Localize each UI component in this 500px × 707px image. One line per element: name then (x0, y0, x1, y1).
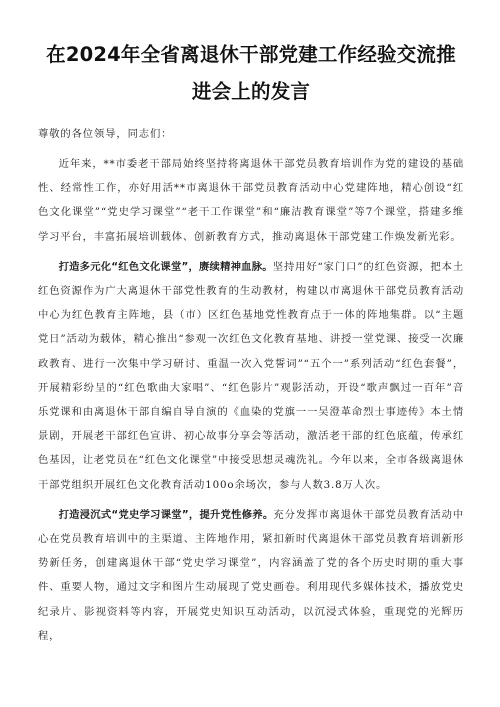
paragraph-lead: 打造多元化“红色文化课堂”，赓续精神血脉。 (58, 260, 273, 273)
salutation: 尊敬的各位领导，同志们： (38, 128, 173, 140)
paragraph-lead: 打造浸沉式“党史学习课堂”，提升党性修养。 (58, 508, 274, 521)
document-title: 在2024年全省离退休干部党建工作经验交流推进会上的发言 (46, 43, 456, 103)
paragraph-red-culture (38, 255, 464, 497)
paragraph-party-history (38, 503, 464, 648)
paragraph-text: 近年来，**市委老干部局始终坚持将离退休干部党员教育培训作为党的建设的基础性、经常性工作，亦好用活**市离退休干部党员教育活动中心党建阵地，精心创设“红色文化课堂”“党史学习课堂”“老干工作课堂”和“廉洁教育课堂”等7个课堂，搭建多维学习平台，丰富拓展培训载体、创新教育方式，推动离退休干部党建工作焕发新光彩。 (38, 158, 464, 243)
paragraph-text: 充分发挥市离退休干部党员教育活动中心在党员教育培训中的主渠道、主阵地作用，紧扣新时代离退休干部党员教育培训新形势新任务，创建离退休干部“党史学习课堂”，内容涵盖了党的各个历史时期的重大事件、重要人物，通过文字和图片生动展现了党史画卷。利用现代多媒体技术，播放党史纪录片、影视资料等内容，开展党史知识互动活动，以沉浸式体验，重现党的光辉历程， (38, 508, 464, 642)
paragraph-intro (38, 152, 464, 249)
paragraph-text: 坚持用好“家门口”的红色资源，把本土红色资源作为广大离退休干部党性教育的生动教材，构建以市离退休干部党员教育活动中心为红色教育主阵地，县（市）区红色基地党性教育点于一体的阵地集群。以“主题党日”活动为载体，精心推出“参观一次红色文化教育基地、讲授一堂党课、接受一次廉政教育、进行一次集中学习研讨、重温一次入党誓词”“五个一”系列活动“红色套餐”，开展精彩纷呈的“红色歌曲大家唱”、“红色影片”观影活动，开设“歌声飘过一百年”音乐党课和由离退休干部自编自导自演的《血染的党旗一一吴澄革命烈士事迹传》本土情景剧，开展老干部红色宣讲、初心故事分享会等活动，激活老干部的红色底蕴，传承红色基因，让老党员在“红色文化课堂”中接受思想灵魂洗礼。今年以来，全市各级离退休干部党组织开展红色文化教育活动100o余场次，参与人数3.8万人次。 (38, 260, 465, 491)
